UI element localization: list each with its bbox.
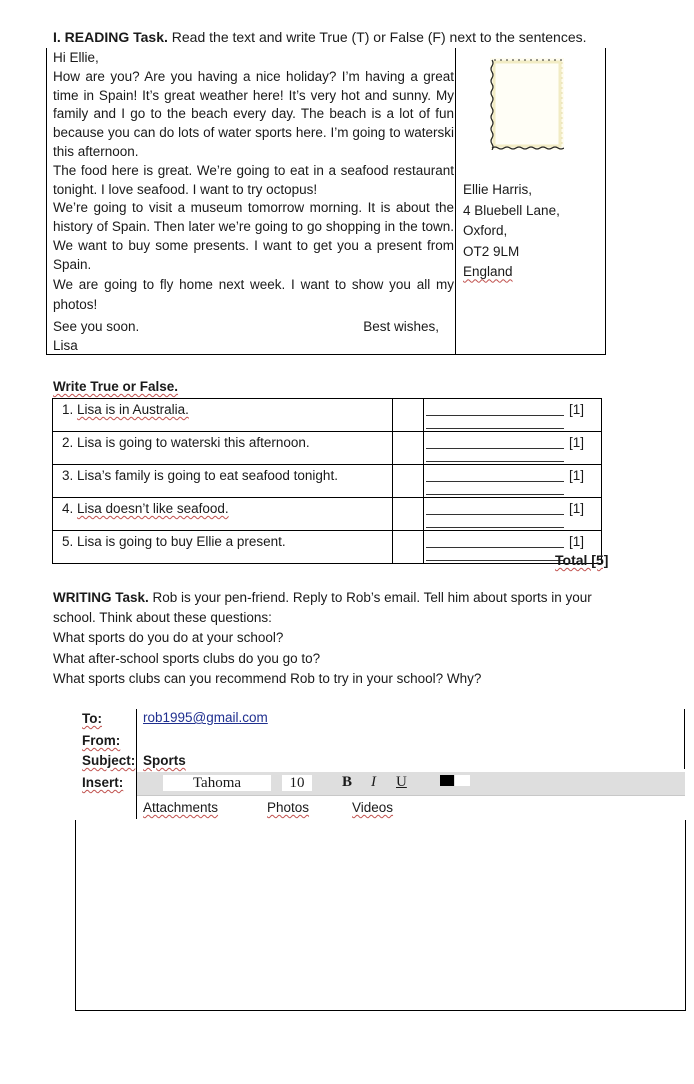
bold-button[interactable]: B xyxy=(342,774,353,790)
mark-value: [1] xyxy=(569,435,585,450)
email-body-input[interactable] xyxy=(75,820,686,1011)
answer-box[interactable] xyxy=(393,498,424,531)
question-cell: 4. Lisa doesn’t like seafood. xyxy=(53,498,393,531)
italic-button[interactable]: I xyxy=(371,774,376,790)
address-city: Oxford, xyxy=(463,223,508,239)
writing-task-label: WRITING Task. xyxy=(53,590,149,605)
address-street: 4 Bluebell Lane, xyxy=(463,202,560,218)
question-cell: 3. Lisa’s family is going to eat seafood tonight. xyxy=(53,465,393,498)
photos-button[interactable]: Photos xyxy=(267,800,310,815)
attachments-button[interactable]: Attachments xyxy=(143,800,219,815)
answer-box[interactable] xyxy=(393,399,424,432)
address-name: Ellie Harris, xyxy=(463,182,533,197)
writing-task xyxy=(53,588,613,689)
insert-label: Insert: xyxy=(82,775,124,790)
mark-value: [1] xyxy=(569,534,585,549)
mark-value: [1] xyxy=(569,468,585,483)
address-postcode: OT2 9LM xyxy=(463,243,520,259)
reading-task-label: I. READING Task. xyxy=(53,29,168,45)
letter-divider xyxy=(455,48,456,355)
table-row xyxy=(53,465,602,498)
answer-box[interactable] xyxy=(393,465,424,498)
letter-closing xyxy=(53,318,439,337)
underline-button[interactable]: U xyxy=(396,774,407,790)
mark-value: [1] xyxy=(569,402,585,417)
to-label: To: xyxy=(82,711,102,726)
answer-box[interactable] xyxy=(393,432,424,465)
email-label-divider xyxy=(136,709,137,819)
question-cell: 5. Lisa is going to buy Ellie a present. xyxy=(53,531,393,564)
question-cell: 2. Lisa is going to waterski this afternoon. xyxy=(53,432,393,465)
answer-line-cell[interactable] xyxy=(424,399,602,432)
table-row xyxy=(53,432,602,465)
reading-task-instruction: Read the text and write True (T) or False (F) next to the sentences. xyxy=(167,29,587,45)
recipient-address xyxy=(463,180,560,283)
email-right-border xyxy=(684,709,685,769)
writing-question-1: What sports do you do at your school? xyxy=(53,630,284,646)
true-false-table xyxy=(52,398,602,564)
writing-question-3: What sports clubs can you recommend Rob to try in your school? Why? xyxy=(53,670,482,686)
font-size-select[interactable]: 10 xyxy=(282,775,312,791)
answer-line-cell[interactable] xyxy=(424,432,602,465)
postcard-letter xyxy=(53,49,454,356)
table-row xyxy=(53,498,602,531)
subject-field[interactable]: Sports xyxy=(143,753,186,768)
closing-left: See you soon. xyxy=(53,318,140,334)
text-color-swatch[interactable] xyxy=(440,775,454,786)
subject-label: Subject: xyxy=(82,753,136,768)
true-false-heading: Write True or False. xyxy=(53,379,179,394)
table-row xyxy=(53,531,602,564)
answer-box[interactable] xyxy=(393,531,424,564)
reading-task-heading xyxy=(53,29,587,45)
letter-paragraph-1: How are you? Are you having a nice holiday? I’m having a great time in Spain! It’s great weather here! It’s very hot and sunny. My family and I go to the beach every day. The beach is a lot of fun because you can do lots of water sports here. I’m going to waterski this afternoon. xyxy=(53,68,454,159)
letter-paragraph-2: The food here is great. We’re going to eat in a seafood restaurant tonight. I love seafood. I want to try octopus! xyxy=(53,162,454,197)
question-cell: 1. Lisa is in Australia. xyxy=(53,399,393,432)
postage-stamp-icon xyxy=(490,58,564,150)
writing-task-intro: WRITING Task. Rob is your pen-friend. Reply to Rob’s email. Tell him about sports in your school. Think about these questions: xyxy=(53,590,592,626)
letter-paragraph-4: We are going to fly home next week. I want to show you all my photos! xyxy=(53,276,454,312)
from-label: From: xyxy=(82,733,121,748)
total-score: Total [5] xyxy=(555,552,609,568)
font-select[interactable]: Tahoma xyxy=(163,775,271,791)
videos-button[interactable]: Videos xyxy=(352,800,394,815)
letter-paragraph-3: We’re going to visit a museum tomorrow morning. It is about the history of Spain. Then later we’re going to go shopping in the town. We want to buy some presents. I want to get you a present from Spain. xyxy=(53,200,454,272)
answer-line-cell[interactable] xyxy=(424,498,602,531)
address-country: England xyxy=(463,264,513,280)
letter-greeting: Hi Ellie, xyxy=(53,50,99,65)
mark-value: [1] xyxy=(569,501,585,516)
to-field[interactable]: rob1995@gmail.com xyxy=(143,710,268,725)
background-color-swatch[interactable] xyxy=(455,775,470,786)
from-field[interactable] xyxy=(143,732,683,750)
writing-question-2: What after-school sports clubs do you go to? xyxy=(53,650,321,666)
table-row xyxy=(53,399,602,432)
closing-right: Best wishes, xyxy=(363,318,439,334)
letter-signature: Lisa xyxy=(53,338,78,354)
answer-line-cell[interactable] xyxy=(424,465,602,498)
